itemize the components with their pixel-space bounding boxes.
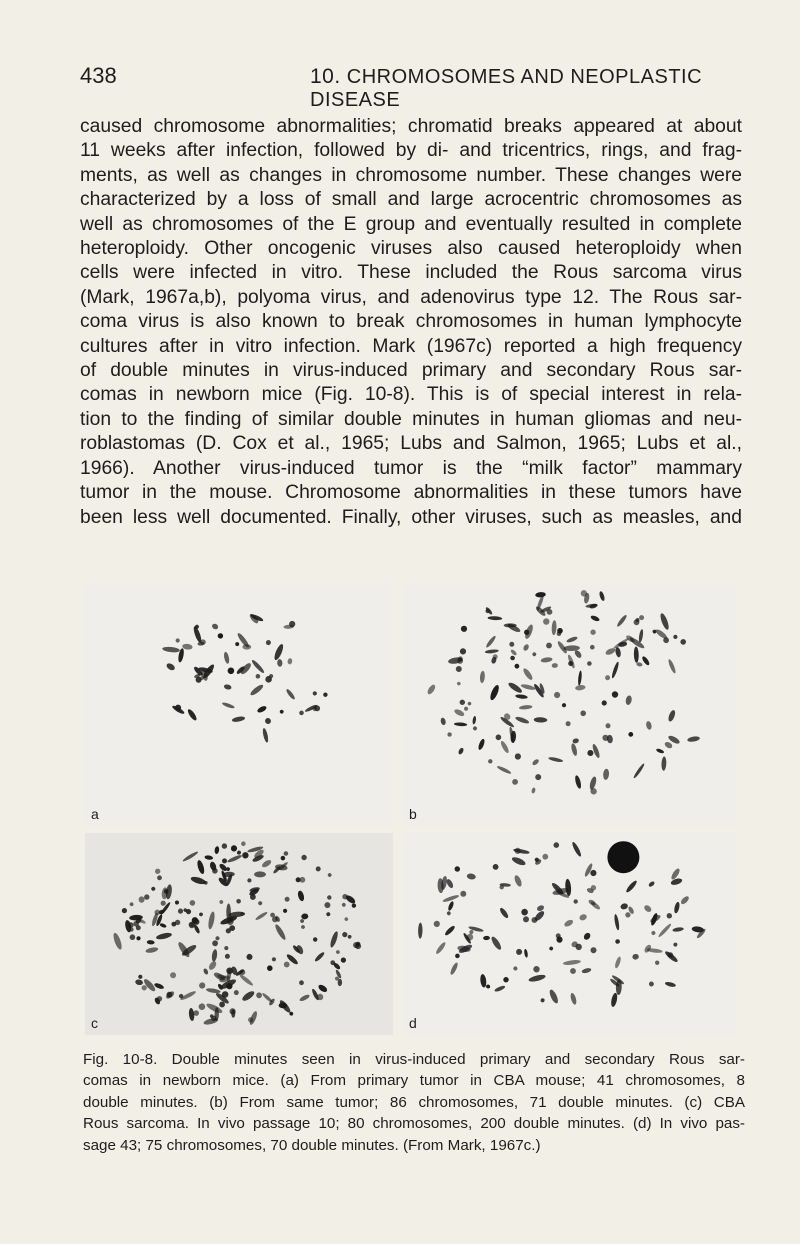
body-line: cultures after in vitro infection. Mark (1967c) reported a high frequency xyxy=(80,335,742,357)
figure-panel-c xyxy=(85,833,393,1035)
body-paragraph xyxy=(80,115,742,530)
chapter-number: 10. xyxy=(310,65,341,88)
panel-label-c: c xyxy=(91,1015,98,1031)
body-line: heteroploidy. Other oncogenic viruses also caused heteroploidy when xyxy=(80,238,742,260)
caption-line: double minutes. (b) From same tumor; 86 chromosomes, 71 double minutes. (c) CBA xyxy=(83,1093,745,1111)
caption-line: sage 43; 75 chromosomes, 70 double minutes. (From Mark, 1967c.) xyxy=(83,1136,541,1154)
chapter-title: CHROMOSOMES AND NEOPLASTIC DISEASE xyxy=(310,66,703,111)
body-line: cells were infected in vitro. These included the Rous sarcoma virus xyxy=(80,262,742,284)
body-line: ments, as well as changes in chromosome number. These changes were xyxy=(80,164,742,186)
figure-caption xyxy=(83,1049,745,1156)
metaphase-spread-image xyxy=(403,833,737,1035)
body-line: comas in newborn mice (Fig. 10-8). This is of special interest in rela- xyxy=(80,384,742,406)
caption-line: Fig. 10-8. Double minutes seen in virus-induced primary and secondary Rous sar- xyxy=(83,1051,745,1068)
panel-label-d: d xyxy=(409,1015,417,1031)
body-line: of double minutes in virus-induced primary and secondary Rous sar- xyxy=(80,360,742,382)
body-line: 1966). Another virus-induced tumor is the “milk factor” mammary xyxy=(80,457,742,479)
metaphase-spread-image xyxy=(85,583,393,826)
body-line: 11 weeks after infection, followed by di- and tricentrics, rings, and frag- xyxy=(80,140,742,162)
chromosome xyxy=(254,871,266,877)
metaphase-spread-image xyxy=(403,583,737,826)
double-minute xyxy=(612,691,618,697)
body-line: been less well documented. Finally, other viruses, such as measles, and xyxy=(80,506,742,528)
double-minute xyxy=(236,899,241,904)
figure-panel-a xyxy=(85,583,393,826)
body-line: tumor in the mouse. Chromosome abnormalities in these tumors have xyxy=(80,482,742,504)
page-header xyxy=(80,63,743,111)
page-number: 438 xyxy=(80,63,117,88)
panel-label-b: b xyxy=(409,806,417,822)
body-line: (Mark, 1967a,b), polyoma virus, and adenovirus type 12. The Rous sar- xyxy=(80,286,742,308)
running-head xyxy=(310,65,743,112)
body-line: well as chromosomes of the E group and eventually resulted in complete xyxy=(80,213,742,235)
body-line: caused chromosome abnormalities; chromatid breaks appeared at about xyxy=(80,116,742,137)
caption-line: comas in newborn mice. (a) From primary tumor in CBA mouse; 41 chromosomes, 8 xyxy=(83,1072,745,1090)
body-line: characterized by a loss of small and large acrocentric chromosomes as xyxy=(80,189,742,211)
body-line: roblastomas (D. Cox et al., 1965; Lubs and Salmon, 1965; Lubs et al., xyxy=(80,433,742,455)
figure-10-8 xyxy=(85,583,737,1035)
nucleus-blob xyxy=(607,841,639,873)
metaphase-spread-image xyxy=(85,833,393,1035)
figure-panel-d xyxy=(403,833,737,1035)
chromosome xyxy=(504,623,517,627)
figure-panel-b xyxy=(403,583,737,826)
panel-label-a: a xyxy=(91,806,99,822)
body-line: coma virus is also known to break chromosomes in human lymphocyte xyxy=(80,311,742,333)
caption-line: Rous sarcoma. In vivo passage 10; 80 chromosomes, 200 double minutes. (d) In vivo pas- xyxy=(83,1115,745,1133)
body-line: tion to the finding of similar double minutes in human gliomas and neu- xyxy=(80,408,742,430)
